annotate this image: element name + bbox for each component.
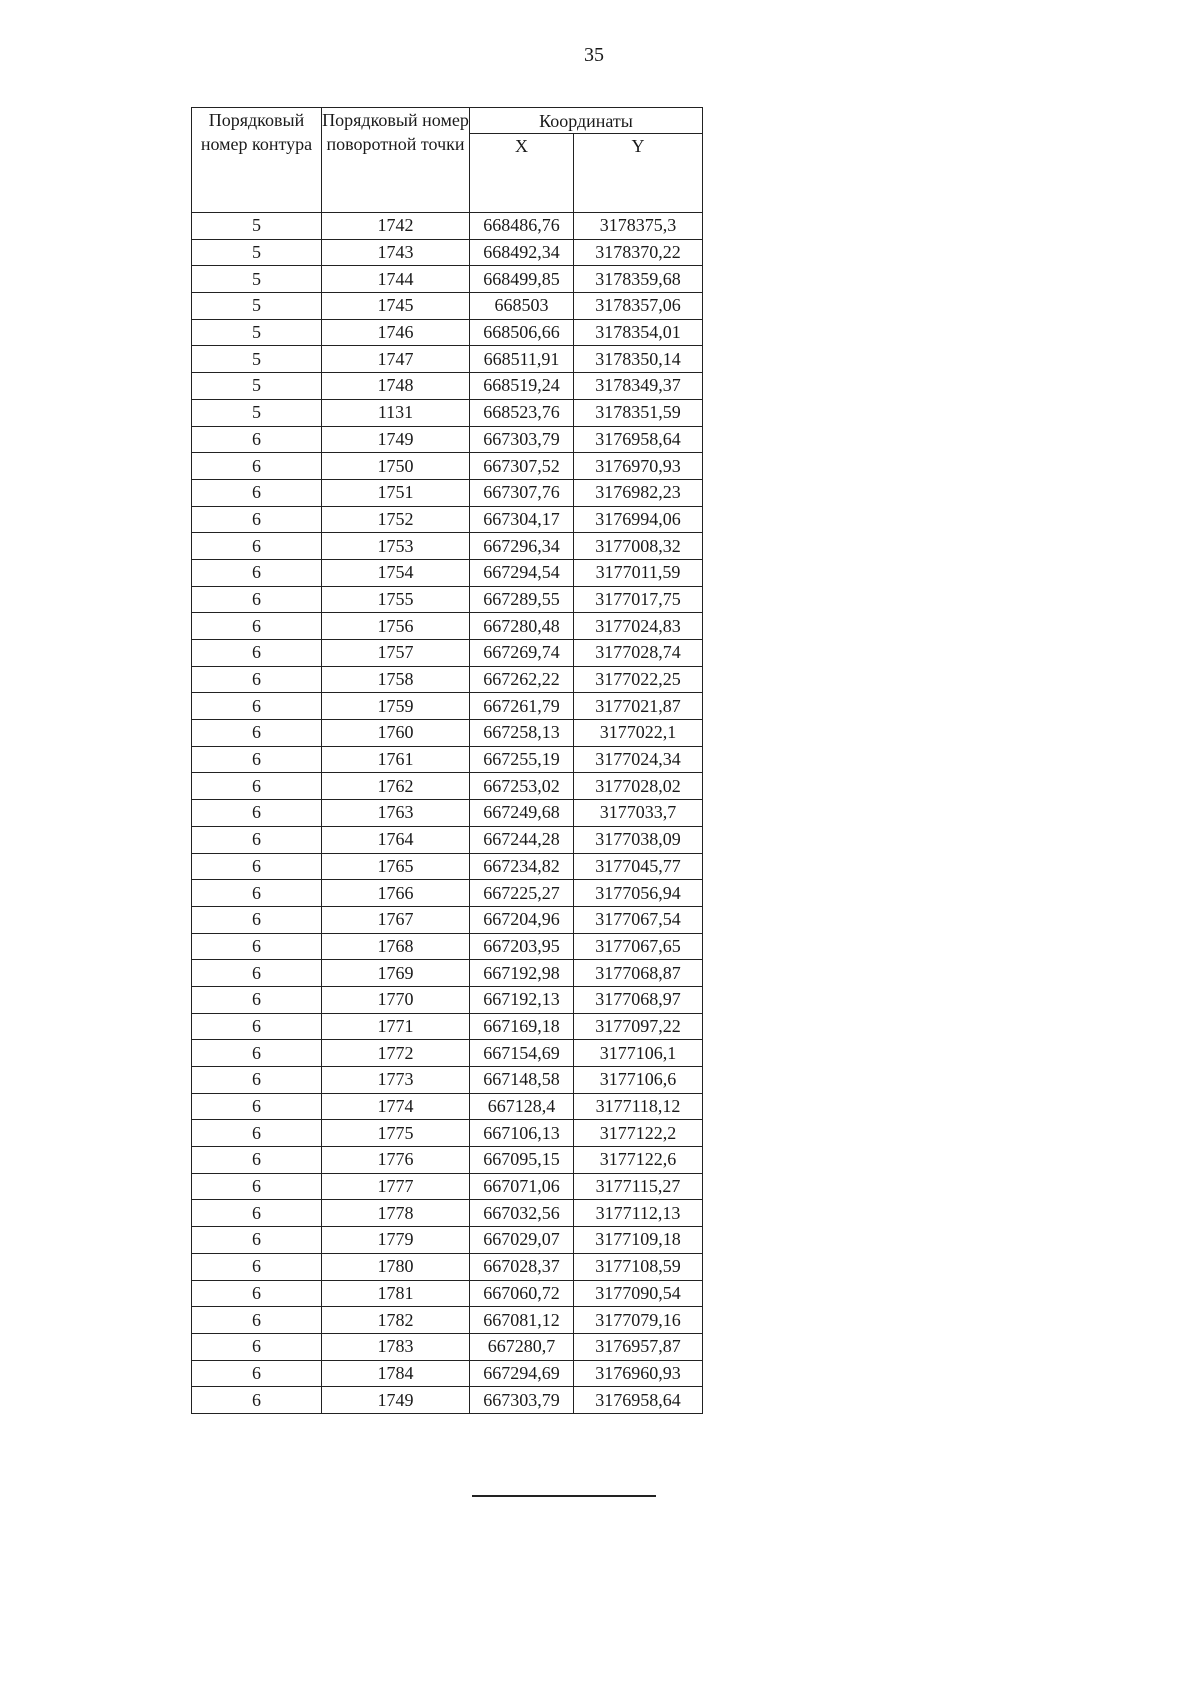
cell-contour-number: 6 [192,1360,322,1387]
cell-point-number: 1742 [322,213,470,240]
cell-y: 3176960,93 [574,1360,703,1387]
cell-point-number: 1754 [322,559,470,586]
cell-contour-number: 6 [192,746,322,773]
cell-contour-number: 6 [192,426,322,453]
cell-contour-number: 6 [192,1013,322,1040]
cell-contour-number: 6 [192,1387,322,1414]
cell-x: 667234,82 [470,853,574,880]
table-row [192,1387,703,1414]
table-row [192,559,703,586]
cell-point-number: 1755 [322,586,470,613]
table-body [192,213,703,1414]
cell-point-number: 1749 [322,1387,470,1414]
cell-x: 667028,37 [470,1253,574,1280]
table-row [192,933,703,960]
cell-x: 667303,79 [470,426,574,453]
cell-point-number: 1756 [322,613,470,640]
table-row [192,1307,703,1334]
table-row [192,746,703,773]
table-row [192,399,703,426]
cell-y: 3177097,22 [574,1013,703,1040]
cell-y: 3177008,32 [574,533,703,560]
cell-x: 667258,13 [470,720,574,747]
table-row [192,1013,703,1040]
cell-contour-number: 5 [192,266,322,293]
cell-y: 3177090,54 [574,1280,703,1307]
table-row [192,640,703,667]
cell-contour-number: 5 [192,213,322,240]
cell-contour-number: 6 [192,880,322,907]
table-row [192,720,703,747]
table-row [192,1120,703,1147]
table-row [192,1067,703,1094]
table-row [192,426,703,453]
cell-x: 668519,24 [470,373,574,400]
cell-contour-number: 6 [192,533,322,560]
table-row [192,346,703,373]
cell-x: 667307,52 [470,453,574,480]
cell-y: 3177017,75 [574,586,703,613]
cell-contour-number: 5 [192,319,322,346]
cell-y: 3178357,06 [574,293,703,320]
cell-x: 667262,22 [470,666,574,693]
cell-x: 667192,98 [470,960,574,987]
cell-point-number: 1765 [322,853,470,880]
cell-x: 667294,54 [470,559,574,586]
cell-contour-number: 5 [192,346,322,373]
page-number: 35 [584,44,604,66]
cell-contour-number: 6 [192,479,322,506]
cell-x: 668511,91 [470,346,574,373]
table-row [192,1333,703,1360]
cell-y: 3177038,09 [574,826,703,853]
header-x: X [470,134,574,213]
cell-contour-number: 6 [192,1307,322,1334]
cell-y: 3177118,12 [574,1093,703,1120]
cell-x: 667296,34 [470,533,574,560]
table-row [192,693,703,720]
cell-y: 3177106,1 [574,1040,703,1067]
cell-y: 3177028,74 [574,640,703,667]
cell-contour-number: 6 [192,1147,322,1174]
coordinates-table [191,107,703,1414]
table-row [192,853,703,880]
cell-point-number: 1771 [322,1013,470,1040]
table-row [192,986,703,1013]
cell-point-number: 1781 [322,1280,470,1307]
cell-point-number: 1131 [322,399,470,426]
cell-x: 667269,74 [470,640,574,667]
cell-y: 3176958,64 [574,426,703,453]
cell-x: 667307,76 [470,479,574,506]
cell-y: 3178349,37 [574,373,703,400]
cell-y: 3177067,65 [574,933,703,960]
cell-contour-number: 6 [192,559,322,586]
cell-x: 668486,76 [470,213,574,240]
cell-x: 668506,66 [470,319,574,346]
cell-y: 3176970,93 [574,453,703,480]
table-row [192,319,703,346]
cell-point-number: 1777 [322,1173,470,1200]
cell-point-number: 1744 [322,266,470,293]
cell-y: 3176994,06 [574,506,703,533]
cell-y: 3177024,83 [574,613,703,640]
cell-y: 3178359,68 [574,266,703,293]
table-row [192,1040,703,1067]
cell-point-number: 1760 [322,720,470,747]
cell-point-number: 1752 [322,506,470,533]
cell-x: 667253,02 [470,773,574,800]
cell-contour-number: 6 [192,506,322,533]
table-row [192,533,703,560]
cell-contour-number: 6 [192,666,322,693]
cell-y: 3177106,6 [574,1067,703,1094]
header-contour-number: Порядковый номер контура [192,108,322,213]
cell-contour-number: 6 [192,1280,322,1307]
cell-y: 3178351,59 [574,399,703,426]
cell-contour-number: 5 [192,239,322,266]
cell-point-number: 1779 [322,1227,470,1254]
cell-y: 3177022,1 [574,720,703,747]
cell-contour-number: 6 [192,986,322,1013]
cell-contour-number: 6 [192,853,322,880]
cell-contour-number: 6 [192,1227,322,1254]
cell-y: 3177079,16 [574,1307,703,1334]
cell-contour-number: 5 [192,399,322,426]
cell-x: 667154,69 [470,1040,574,1067]
cell-point-number: 1774 [322,1093,470,1120]
cell-x: 667192,13 [470,986,574,1013]
table-row [192,800,703,827]
cell-x: 667032,56 [470,1200,574,1227]
cell-y: 3178350,14 [574,346,703,373]
cell-y: 3178375,3 [574,213,703,240]
cell-y: 3177122,2 [574,1120,703,1147]
cell-y: 3177021,87 [574,693,703,720]
table-row [192,1227,703,1254]
cell-y: 3177022,25 [574,666,703,693]
cell-y: 3177067,54 [574,906,703,933]
table-row [192,613,703,640]
table-row [192,1093,703,1120]
cell-y: 3177112,13 [574,1200,703,1227]
cell-point-number: 1776 [322,1147,470,1174]
table-row [192,1360,703,1387]
cell-point-number: 1768 [322,933,470,960]
cell-contour-number: 6 [192,1200,322,1227]
cell-contour-number: 5 [192,373,322,400]
cell-y: 3176982,23 [574,479,703,506]
cell-x: 667148,58 [470,1067,574,1094]
cell-x: 668523,76 [470,399,574,426]
cell-x: 667255,19 [470,746,574,773]
cell-contour-number: 5 [192,293,322,320]
cell-x: 667204,96 [470,906,574,933]
cell-x: 667244,28 [470,826,574,853]
cell-x: 667303,79 [470,1387,574,1414]
cell-x: 667294,69 [470,1360,574,1387]
cell-y: 3177024,34 [574,746,703,773]
cell-y: 3177122,6 [574,1147,703,1174]
cell-contour-number: 6 [192,800,322,827]
cell-point-number: 1778 [322,1200,470,1227]
cell-point-number: 1772 [322,1040,470,1067]
header-point-number: Порядковый номер поворотной точки [322,108,470,213]
cell-x: 667169,18 [470,1013,574,1040]
cell-contour-number: 6 [192,1093,322,1120]
cell-y: 3177068,87 [574,960,703,987]
cell-contour-number: 6 [192,1333,322,1360]
cell-x: 668503 [470,293,574,320]
cell-contour-number: 6 [192,906,322,933]
header-coordinates: Координаты [470,108,703,134]
cell-x: 667280,48 [470,613,574,640]
table-row [192,373,703,400]
table-row [192,1173,703,1200]
cell-contour-number: 6 [192,693,322,720]
cell-point-number: 1762 [322,773,470,800]
cell-point-number: 1751 [322,479,470,506]
cell-y: 3177115,27 [574,1173,703,1200]
table-row [192,960,703,987]
cell-point-number: 1770 [322,986,470,1013]
table-row [192,213,703,240]
cell-x: 667280,7 [470,1333,574,1360]
table-row [192,239,703,266]
cell-y: 3178354,01 [574,319,703,346]
cell-point-number: 1758 [322,666,470,693]
cell-contour-number: 6 [192,960,322,987]
cell-contour-number: 6 [192,933,322,960]
cell-y: 3177033,7 [574,800,703,827]
cell-x: 667128,4 [470,1093,574,1120]
cell-point-number: 1753 [322,533,470,560]
cell-contour-number: 6 [192,586,322,613]
cell-point-number: 1747 [322,346,470,373]
cell-x: 667060,72 [470,1280,574,1307]
cell-x: 667304,17 [470,506,574,533]
cell-x: 667249,68 [470,800,574,827]
table-row [192,506,703,533]
cell-point-number: 1759 [322,693,470,720]
cell-contour-number: 6 [192,453,322,480]
cell-contour-number: 6 [192,1120,322,1147]
cell-x: 667261,79 [470,693,574,720]
cell-point-number: 1784 [322,1360,470,1387]
cell-y: 3177011,59 [574,559,703,586]
cell-x: 668492,34 [470,239,574,266]
cell-point-number: 1775 [322,1120,470,1147]
table-row [192,1253,703,1280]
cell-x: 667081,12 [470,1307,574,1334]
cell-y: 3178370,22 [574,239,703,266]
cell-point-number: 1773 [322,1067,470,1094]
cell-contour-number: 6 [192,826,322,853]
cell-point-number: 1783 [322,1333,470,1360]
cell-point-number: 1761 [322,746,470,773]
table-row [192,1147,703,1174]
cell-point-number: 1769 [322,960,470,987]
cell-x: 668499,85 [470,266,574,293]
table-row [192,906,703,933]
cell-contour-number: 6 [192,1067,322,1094]
cell-contour-number: 6 [192,613,322,640]
cell-x: 667029,07 [470,1227,574,1254]
cell-contour-number: 6 [192,1253,322,1280]
cell-point-number: 1749 [322,426,470,453]
cell-point-number: 1764 [322,826,470,853]
cell-point-number: 1748 [322,373,470,400]
table-row [192,1280,703,1307]
cell-point-number: 1782 [322,1307,470,1334]
cell-x: 667071,06 [470,1173,574,1200]
cell-contour-number: 6 [192,640,322,667]
cell-y: 3177045,77 [574,853,703,880]
cell-contour-number: 6 [192,773,322,800]
table-row [192,293,703,320]
cell-y: 3177068,97 [574,986,703,1013]
cell-point-number: 1743 [322,239,470,266]
cell-point-number: 1766 [322,880,470,907]
table-row [192,880,703,907]
cell-point-number: 1750 [322,453,470,480]
cell-y: 3176957,87 [574,1333,703,1360]
cell-y: 3177056,94 [574,880,703,907]
cell-contour-number: 6 [192,720,322,747]
cell-y: 3176958,64 [574,1387,703,1414]
table-row [192,826,703,853]
cell-point-number: 1757 [322,640,470,667]
table-row [192,666,703,693]
table-row [192,453,703,480]
cell-y: 3177028,02 [574,773,703,800]
cell-x: 667203,95 [470,933,574,960]
cell-x: 667095,15 [470,1147,574,1174]
cell-y: 3177109,18 [574,1227,703,1254]
cell-x: 667289,55 [470,586,574,613]
footer-divider [472,1495,656,1497]
table-row [192,479,703,506]
cell-point-number: 1780 [322,1253,470,1280]
cell-contour-number: 6 [192,1040,322,1067]
table-row [192,1200,703,1227]
cell-x: 667106,13 [470,1120,574,1147]
cell-y: 3177108,59 [574,1253,703,1280]
header-y: Y [574,134,703,213]
cell-x: 667225,27 [470,880,574,907]
table-row [192,586,703,613]
cell-point-number: 1746 [322,319,470,346]
table-row [192,266,703,293]
cell-point-number: 1745 [322,293,470,320]
cell-contour-number: 6 [192,1173,322,1200]
cell-point-number: 1763 [322,800,470,827]
cell-point-number: 1767 [322,906,470,933]
table-row [192,773,703,800]
